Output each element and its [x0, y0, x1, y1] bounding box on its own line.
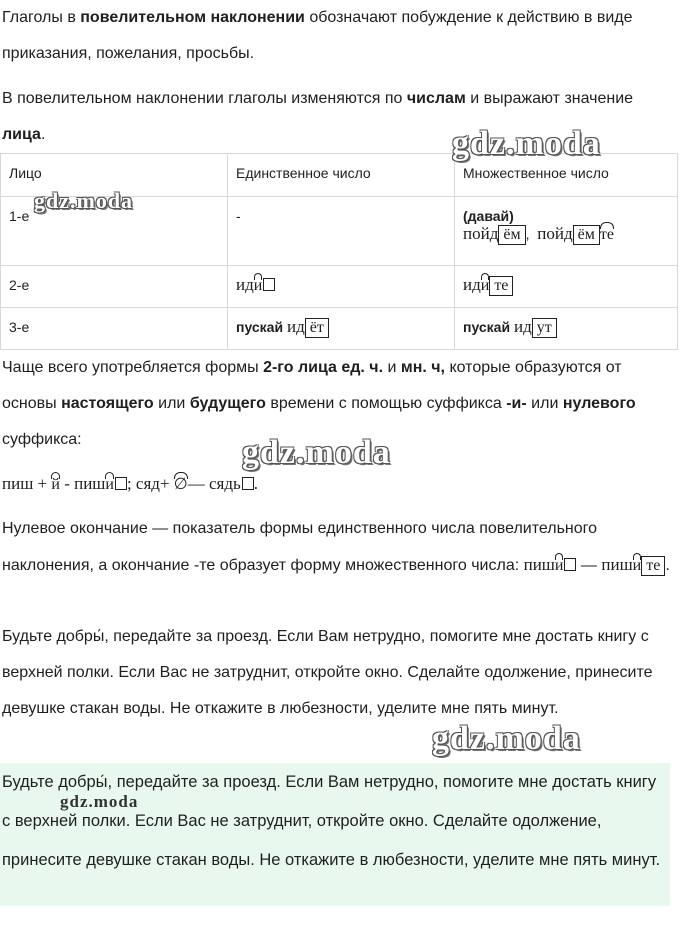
row2-pl-suffix: и — [480, 277, 490, 294]
row2-person: 2-е — [1, 266, 228, 308]
p3-text-a: Чаще всего употребляется формы — [2, 359, 259, 376]
row3-pl-ending: ут — [532, 318, 557, 338]
p4-stem-1: пиш — [523, 555, 555, 574]
formula-c: - пиш — [59, 474, 106, 493]
p4-suffix-1: и — [554, 557, 564, 574]
table-row — [1, 308, 678, 350]
intro2-dot: . — [40, 126, 46, 143]
row1-stem-2: пойд — [537, 224, 573, 243]
p4-ending-2: те — [641, 556, 665, 576]
ending-paragraph — [0, 511, 680, 584]
row2-sg-suffix: и — [253, 277, 263, 294]
intro2-term-number: числам — [406, 90, 466, 107]
formula-zero-suffix: ∅ — [173, 476, 188, 493]
header-person: Лицо — [1, 154, 228, 197]
row3-pl-bold: пускай — [463, 319, 511, 335]
watermark: gdz.moda — [60, 792, 139, 811]
formula-e: ; сяд+ — [126, 474, 174, 493]
formula-h: . — [253, 474, 258, 493]
intro-text-1: Глаголы в — [2, 9, 76, 26]
row1-plural-bold: (давай) — [463, 208, 514, 224]
intro-term-mood: повелительном наклонении — [80, 9, 305, 26]
watermark: gdz.moda — [242, 434, 391, 471]
intro-paragraph — [0, 0, 680, 72]
row1-suffix-2: те — [599, 226, 614, 243]
row1-singular: - — [228, 197, 455, 266]
morpheme-formula — [0, 468, 680, 501]
p3-bold-d: мн. ч, — [400, 359, 445, 376]
answer-text: Будьте добры́, передайте за проезд. Если Вам нетрудно, помогите мне достать книгу с верхней полки. Если Вас не затруднит, откройте окно. Сделайте одолжение, принесите девушке стакан воды. Не откажите в любезности, уделите мне пять минут. — [2, 773, 661, 869]
p4-suffix-2: и — [632, 557, 642, 574]
row2-plural — [455, 266, 678, 308]
row2-sg-stem: ид — [236, 275, 254, 294]
watermark: gdz.moda — [34, 188, 134, 213]
p3-text-c: и — [387, 359, 397, 376]
p3-bold-h: будущего — [189, 395, 266, 412]
row3-sg-bold: пускай — [236, 319, 284, 335]
p3-bold-f: настоящего — [61, 395, 154, 412]
p4-dash: — — [580, 557, 597, 574]
watermark: gdz.moda — [432, 720, 581, 757]
row3-person: 3-е — [1, 308, 228, 350]
zero-ending-box — [564, 558, 576, 571]
p3-text-k: или — [531, 395, 559, 412]
row1-person: 1-е — [1, 197, 228, 266]
header-plural: Множественное число — [455, 154, 678, 197]
p3-text-i: времени с помощью суффикса — [270, 395, 502, 412]
row1-ending-1: ём — [498, 225, 525, 245]
intro2-text-2: и выражают значение — [470, 90, 634, 107]
formula-g: — сядь — [187, 474, 241, 493]
row1-stem-1: пойд — [463, 224, 499, 243]
example-paragraph: Будьте добры́, передайте за проезд. Если Вам нетрудно, помогите мне достать книгу с верхней полки. Если Вас не затруднит, откройте окно. Сделайте одолжение, принесите девушке стакан воды. Не откажите в любезности, уделите мне пять минут. — [2, 628, 653, 717]
formula-a: пиш + — [2, 474, 52, 493]
p3-text-g: или — [158, 395, 186, 412]
p3-bold-l: нулевого — [562, 395, 636, 412]
intro-text-2: обозначают побуждение к действию в виде приказания, пожелания, просьбы. — [2, 9, 633, 62]
row3-pl-stem: ид — [513, 317, 532, 336]
row1-sep: , — [525, 226, 530, 242]
row1-plural — [455, 197, 678, 266]
formula-suffix-1: й — [51, 476, 60, 493]
p3-bold-b: 2-го лица ед. ч. — [263, 359, 384, 376]
p3-text-m: суффикса: — [2, 431, 82, 448]
p4-dot: . — [665, 557, 670, 574]
row3-singular — [228, 308, 455, 350]
watermark: gdz.moda — [452, 125, 601, 162]
intro2-term-person: лица — [2, 126, 41, 143]
p3-bold-j: -и- — [506, 395, 527, 412]
row3-sg-ending: ёт — [305, 318, 329, 338]
zero-ending-box — [242, 477, 254, 490]
table-row — [1, 266, 678, 308]
intro2-text-1: В повелительном наклонении глаголы изменяются по — [2, 90, 403, 107]
zero-ending-box — [263, 278, 275, 291]
row2-pl-stem: ид — [463, 275, 481, 294]
p4-text: Нулевое окончание — показатель формы единственного числа повелительного наклонения, а окончание -те образует форму множественного числа: — [2, 520, 598, 574]
p3-text-e: которые образуются от основы — [2, 359, 622, 412]
zero-ending-box — [115, 477, 127, 490]
p4-stem-2: пиш — [601, 555, 633, 574]
row3-sg-stem: ид — [286, 317, 305, 336]
row2-pl-ending: те — [489, 276, 513, 296]
row2-singular — [228, 266, 455, 308]
formula-suffix-2: и — [105, 476, 114, 493]
row3-plural — [455, 308, 678, 350]
answer-block — [0, 763, 670, 906]
row1-ending-2: ём — [573, 225, 600, 245]
header-singular: Единственное число — [228, 154, 455, 197]
inflection-table — [0, 153, 678, 350]
